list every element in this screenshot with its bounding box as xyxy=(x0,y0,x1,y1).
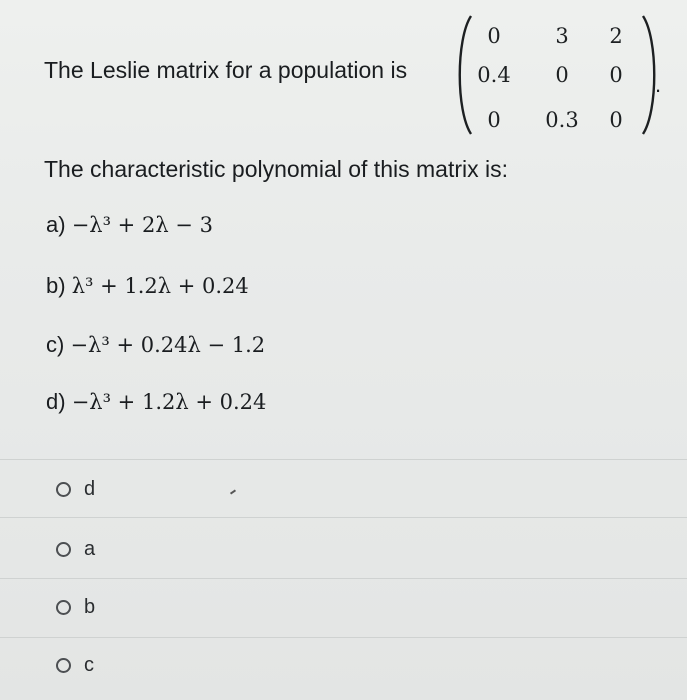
prompt-text: The characteristic polynomial of this matrix is: xyxy=(44,156,508,182)
matrix-cell-r3c3: 0 xyxy=(609,108,623,132)
answer-option-b[interactable] xyxy=(56,593,95,621)
options-divider-top xyxy=(0,459,687,460)
options-divider-3 xyxy=(0,637,687,638)
answer-option-a-label: a xyxy=(84,537,96,560)
matrix-cell-r3c2: 0.3 xyxy=(545,108,579,132)
matrix-cell-r1c2: 3 xyxy=(555,24,569,48)
choice-b-letter: b) xyxy=(46,273,66,298)
answer-option-d-label: d xyxy=(84,477,96,500)
answer-option-b-label: b xyxy=(84,595,96,618)
choice-d-expression: −λ³ + 1.2λ + 0.24 xyxy=(71,390,267,414)
choice-b xyxy=(46,273,249,299)
choice-c-expression: −λ³ + 0.24λ − 1.2 xyxy=(70,333,266,357)
radio-button-a[interactable] xyxy=(56,542,71,557)
radio-button-b[interactable] xyxy=(56,600,71,615)
choice-b-expression: λ³ + 1.2λ + 0.24 xyxy=(71,274,249,298)
answer-option-a[interactable] xyxy=(56,535,95,563)
question-line xyxy=(44,57,407,84)
choice-a xyxy=(46,212,213,238)
radio-button-d[interactable] xyxy=(56,482,71,497)
choice-a-letter: a) xyxy=(46,212,66,237)
matrix-cell-r3c1: 0 xyxy=(487,108,501,132)
choice-a-expression: −λ³ + 2λ − 3 xyxy=(71,213,213,237)
question-text: The Leslie matrix for a population is xyxy=(44,57,408,83)
answer-option-c-label: c xyxy=(84,653,94,676)
matrix-cell-r1c1: 0 xyxy=(487,24,501,48)
matrix-period: . xyxy=(655,72,662,97)
choice-c-letter: c) xyxy=(46,332,65,357)
matrix-cell-r2c3: 0 xyxy=(609,63,623,87)
matrix-cell-r2c1: 0.4 xyxy=(477,63,511,87)
answer-option-d[interactable] xyxy=(56,475,95,503)
options-divider-1 xyxy=(0,517,687,518)
matrix-cell-r2c2: 0 xyxy=(555,63,569,87)
choice-d xyxy=(46,389,266,415)
choice-c xyxy=(46,332,265,358)
matrix-cell-r1c3: 2 xyxy=(609,24,623,48)
options-divider-2 xyxy=(0,578,687,579)
stray-mark xyxy=(230,489,236,494)
choice-d-letter: d) xyxy=(46,389,66,414)
leslie-matrix xyxy=(452,14,662,136)
answer-option-c[interactable] xyxy=(56,651,94,679)
radio-button-c[interactable] xyxy=(56,658,71,673)
